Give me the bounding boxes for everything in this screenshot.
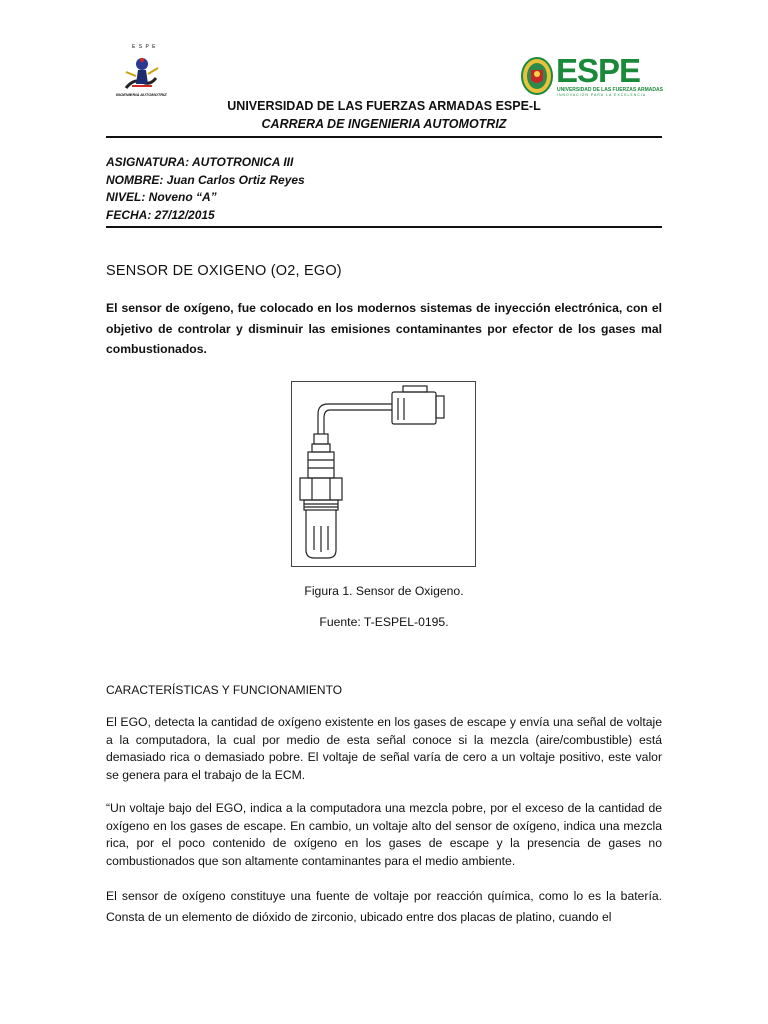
paragraph-1: El EGO, detecta la cantidad de oxígeno existente en los gases de escape y envía una señal de voltaje a la computadora, la cual por medio de esta señal conoce si la mezcla (aire/combustible) está demasiado rica o demasiado pobre. El voltaje de señal varía de cero a un voltaje positivo, este valor se genera para el trabajo de la ECM. — [106, 715, 662, 782]
paragraph-3: El sensor de oxígeno constituye una fuente de voltaje por reacción química, como lo es la batería. Consta de un elemento de dióxido de zirconio, ubicado entre dos placas de platino, cuando el — [106, 889, 662, 924]
section-title: SENSOR DE OXIGENO (O2, EGO) — [106, 263, 342, 279]
meta-name: NOMBRE: Juan Carlos Ortiz Reyes — [106, 173, 305, 187]
oxygen-sensor-drawing-icon — [292, 382, 475, 566]
logo-tag: E S P E — [132, 44, 157, 50]
automotive-logo — [112, 44, 172, 100]
espe-motto: INNOVACIÓN PARA LA EXCELENCIA — [557, 93, 647, 97]
meta-date: FECHA: 27/12/2015 — [106, 208, 215, 222]
sensor-figure — [291, 381, 476, 567]
figure-source: Fuente: T-ESPEL-0195. — [319, 615, 449, 629]
logo-caption: INGENIERIA AUTOMOTRIZ — [116, 92, 167, 97]
figure-caption: Figura 1. Sensor de Oxigeno. — [304, 584, 464, 598]
mascot-icon — [112, 48, 172, 98]
espe-logo — [520, 52, 663, 98]
career-title: CARRERA DE INGENIERIA AUTOMOTRIZ — [261, 117, 507, 131]
section-subheading: CARACTERÍSTICAS Y FUNCIONAMIENTO — [106, 683, 343, 697]
meta-subject: ASIGNATURA: AUTOTRONICA III — [106, 155, 294, 169]
espe-subtitle: UNIVERSIDAD DE LAS FUERZAS ARMADAS — [557, 87, 663, 93]
espe-wordmark: ESPE — [556, 52, 641, 89]
meta-level: NIVEL: Noveno “A” — [106, 190, 217, 204]
paragraph-2: “Un voltaje bajo del EGO, indica a la computadora una mezcla pobre, por el exceso de la cantidad de oxígeno en los gases de escape. En cambio, un voltaje alto del sensor de oxígeno, indica una mezcla rica, por el poco contenido de oxígeno en los gases de escape y la presencia de gases no combustionados que son altamente contaminantes para el medio ambiente. — [106, 801, 662, 868]
meta-divider — [106, 226, 662, 228]
intro-paragraph: El sensor de oxígeno, fue colocado en los modernos sistemas de inyección electrónica, con el objetivo de controlar y disminuir las emisiones contaminantes por efector de los gases mal combustionados. — [106, 301, 662, 356]
university-title: UNIVERSIDAD DE LAS FUERZAS ARMADAS ESPE-L — [227, 99, 541, 113]
header-divider — [106, 136, 662, 138]
crest-icon — [520, 56, 554, 96]
